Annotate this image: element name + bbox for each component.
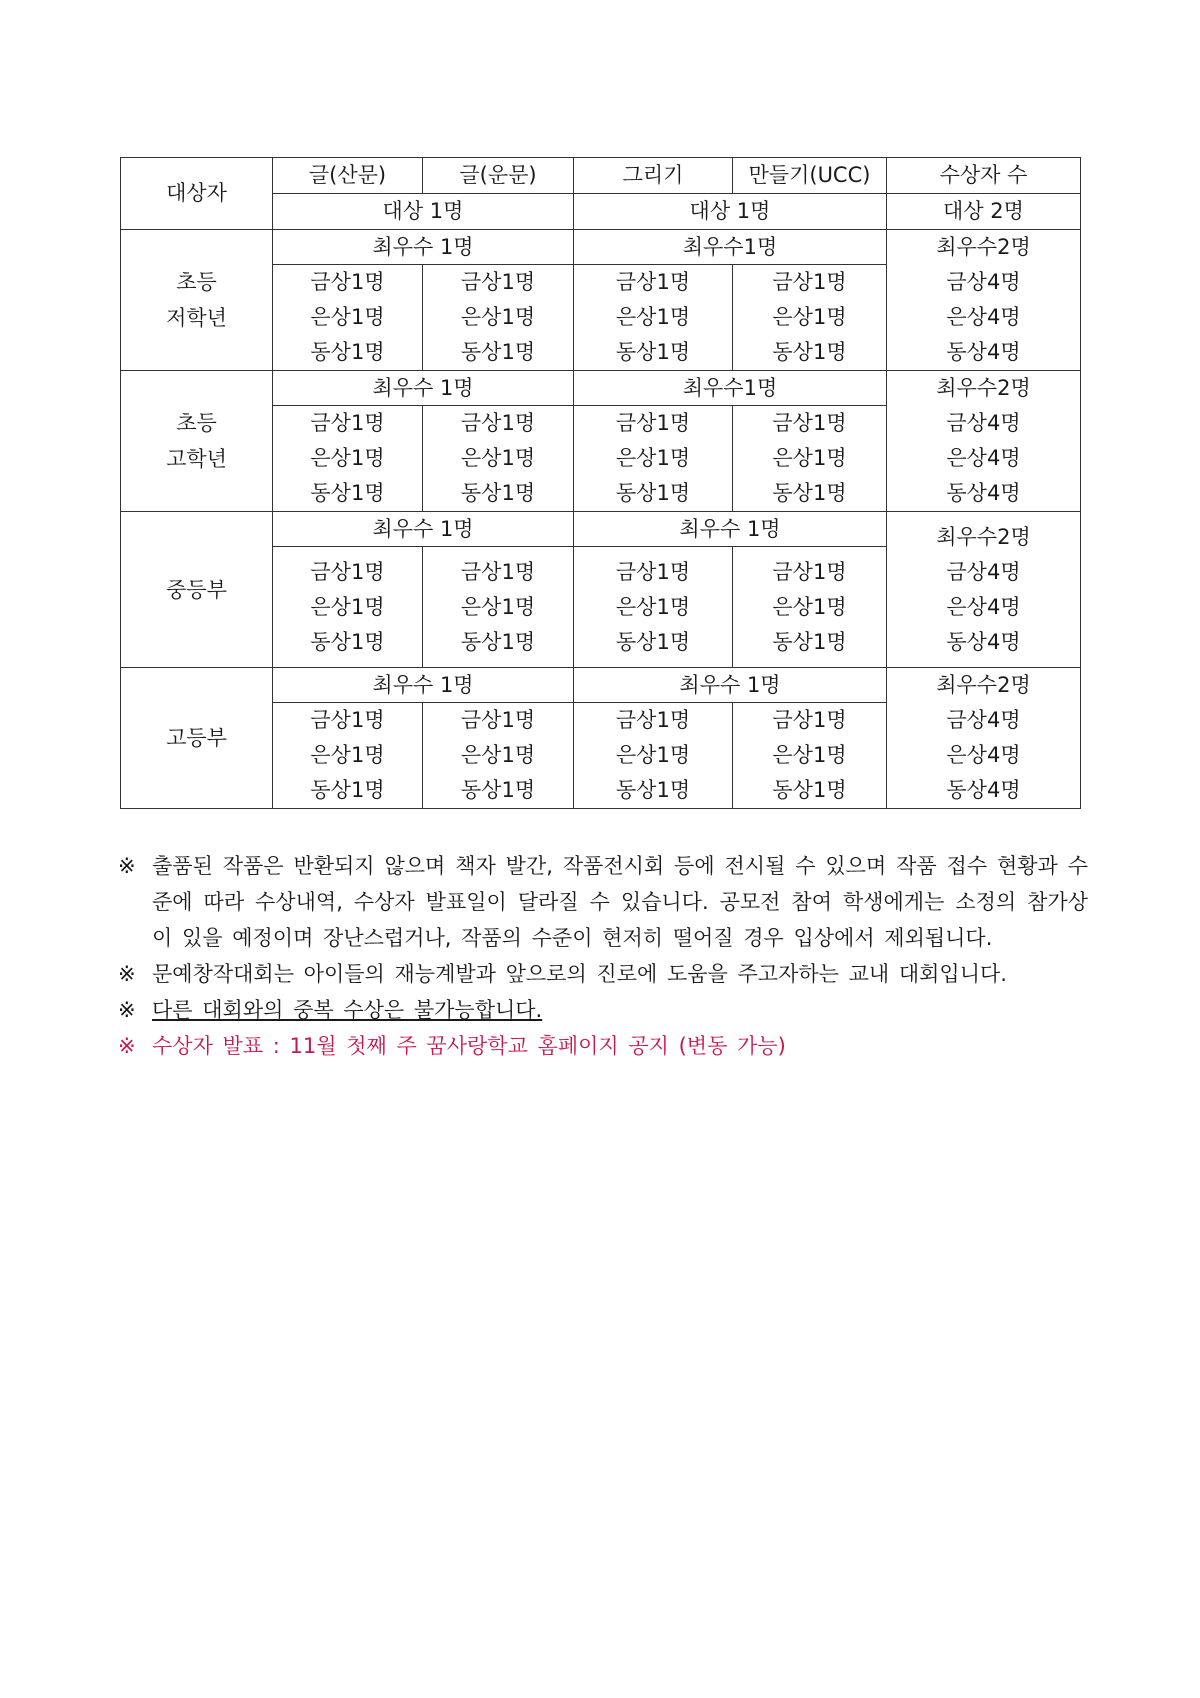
award-cell <box>574 265 733 371</box>
award-line: 금상1명 <box>310 708 385 732</box>
award-line: 동상1명 <box>615 481 691 505</box>
underlined-text: 다른 대회와의 중복 수상은 불가능합니다. <box>152 998 543 1022</box>
award-line: 은상1명 <box>615 743 691 767</box>
award-line: 동상1명 <box>772 778 847 802</box>
winner-count-line: 금상4명 <box>946 708 1021 732</box>
writing-top-award: 최우수 1명 <box>273 230 574 265</box>
award-line: 금상1명 <box>615 559 691 584</box>
note-item <box>118 992 1088 1028</box>
award-line: 동상1명 <box>460 778 536 802</box>
award-line: 동상1명 <box>460 340 536 364</box>
award-line: 은상1명 <box>615 594 691 619</box>
award-line: 금상1명 <box>615 270 691 294</box>
winner-count-line: 동상4명 <box>946 629 1021 654</box>
award-line: 동상1명 <box>772 340 847 364</box>
award-line: 금상1명 <box>310 270 385 294</box>
winner-count-line: 최우수2명 <box>936 376 1031 400</box>
reference-mark: ※ <box>118 854 136 878</box>
grand-prize-writing: 대상 1명 <box>273 194 574 230</box>
column-header: 수상자 수 <box>887 158 1081 194</box>
group-name <box>121 512 273 668</box>
award-line: 은상1명 <box>460 743 536 767</box>
winner-count-line: 은상4명 <box>946 743 1021 767</box>
group-name-line: 고학년 <box>166 447 227 471</box>
award-line: 금상1명 <box>460 411 536 435</box>
award-cell <box>273 406 423 512</box>
award-line: 동상1명 <box>460 481 536 505</box>
grand-prize-total: 대상 2명 <box>887 194 1081 230</box>
winner-count-line: 최우수2명 <box>936 524 1031 549</box>
award-cell <box>423 547 574 668</box>
award-line: 은상1명 <box>310 594 385 619</box>
winner-count-line: 동상4명 <box>946 481 1021 505</box>
award-cell <box>423 265 574 371</box>
writing-top-award: 최우수 1명 <box>273 668 574 703</box>
winner-count-line: 최우수2명 <box>936 673 1031 697</box>
award-cell <box>273 703 423 809</box>
group-name <box>121 668 273 809</box>
award-line: 동상1명 <box>772 481 847 505</box>
award-line: 금상1명 <box>772 559 847 584</box>
group-top-row <box>121 371 1081 406</box>
award-line: 은상1명 <box>772 594 847 619</box>
winner-count <box>887 371 1081 512</box>
award-line: 금상1명 <box>772 270 847 294</box>
writing-top-award: 최우수 1명 <box>273 371 574 406</box>
award-line: 금상1명 <box>772 708 847 732</box>
award-cell <box>733 265 887 371</box>
art-top-award: 최우수 1명 <box>574 668 887 703</box>
award-line: 금상1명 <box>460 559 536 584</box>
group-name <box>121 230 273 371</box>
target-header: 대상자 <box>121 158 273 230</box>
award-line: 동상1명 <box>310 629 385 654</box>
award-line: 동상1명 <box>310 340 385 364</box>
column-header: 글(운문) <box>423 158 574 194</box>
award-line: 동상1명 <box>615 629 691 654</box>
writing-top-award: 최우수 1명 <box>273 512 574 547</box>
notes-section <box>118 848 1088 1064</box>
winner-count-line: 금상4명 <box>946 270 1021 294</box>
winner-count <box>887 512 1081 668</box>
award-cell <box>574 547 733 668</box>
award-line: 동상1명 <box>310 481 385 505</box>
award-cell <box>733 547 887 668</box>
art-top-award: 최우수1명 <box>574 371 887 406</box>
award-cell <box>423 703 574 809</box>
group-top-row <box>121 230 1081 265</box>
column-header: 그리기 <box>574 158 733 194</box>
winner-count <box>887 230 1081 371</box>
grand-prize-art: 대상 1명 <box>574 194 887 230</box>
award-line: 금상1명 <box>460 708 536 732</box>
note-text: 출품된 작품은 반환되지 않으며 책자 발간, 작품전시회 등에 전시될 수 있으며 작품 접수 현황과 수준에 따라 수상내역, 수상자 발표일이 달라질 수 있습니다. 공모전 참여 학생에게는 소정의 참가상이 있을 예정이며 장난스럽거나, 작품의 수준이 현저히 떨어질 경우 입상에서 제외됩니다. <box>152 854 1088 950</box>
reference-mark: ※ <box>118 962 136 986</box>
winner-count-line: 금상4명 <box>946 559 1021 584</box>
note-item <box>118 848 1088 956</box>
award-line: 은상1명 <box>772 305 847 329</box>
award-line: 은상1명 <box>310 743 385 767</box>
award-cell <box>733 406 887 512</box>
winner-count <box>887 668 1081 809</box>
group-name-line: 초등 <box>176 270 217 294</box>
award-line: 동상1명 <box>772 629 847 654</box>
winner-count-line: 최우수2명 <box>936 235 1031 259</box>
award-line: 금상1명 <box>460 270 536 294</box>
award-line: 동상1명 <box>460 629 536 654</box>
award-cell <box>273 265 423 371</box>
award-line: 동상1명 <box>615 340 691 364</box>
award-line: 동상1명 <box>615 778 691 802</box>
award-line: 은상1명 <box>460 305 536 329</box>
award-line: 금상1명 <box>310 411 385 435</box>
group-top-row <box>121 668 1081 703</box>
header-row <box>121 158 1081 194</box>
award-line: 은상1명 <box>615 446 691 470</box>
award-cell <box>574 703 733 809</box>
award-line: 은상1명 <box>460 446 536 470</box>
column-header: 만들기(UCC) <box>733 158 887 194</box>
group-name-line: 저학년 <box>166 306 227 330</box>
award-line: 은상1명 <box>615 305 691 329</box>
award-line: 은상1명 <box>310 446 385 470</box>
group-name-line: 중등부 <box>166 577 227 602</box>
group-name <box>121 371 273 512</box>
art-top-award: 최우수1명 <box>574 230 887 265</box>
reference-mark: ※ <box>118 1034 136 1058</box>
winner-count-line: 은상4명 <box>946 446 1021 470</box>
winner-count-line: 은상4명 <box>946 305 1021 329</box>
note-text: 문예창작대회는 아이들의 재능계발과 앞으로의 진로에 도움을 주고자하는 교내 대회입니다. <box>152 962 1007 986</box>
column-header: 글(산문) <box>273 158 423 194</box>
award-cell <box>273 547 423 668</box>
award-line: 금상1명 <box>772 411 847 435</box>
award-cell <box>574 406 733 512</box>
award-line: 은상1명 <box>460 594 536 619</box>
winner-count-line: 금상4명 <box>946 411 1021 435</box>
award-line: 금상1명 <box>615 708 691 732</box>
group-top-row <box>121 512 1081 547</box>
group-name-line: 초등 <box>176 411 217 435</box>
award-line: 동상1명 <box>310 778 385 802</box>
award-line: 은상1명 <box>772 743 847 767</box>
award-cell <box>733 703 887 809</box>
winner-count-line: 동상4명 <box>946 778 1021 802</box>
note-item-announcement <box>118 1028 1088 1064</box>
reference-mark: ※ <box>118 998 136 1022</box>
group-name-line: 고등부 <box>166 726 227 750</box>
award-line: 금상1명 <box>310 559 385 584</box>
winner-count-line: 은상4명 <box>946 594 1021 619</box>
announcement-text: 수상자 발표 : 11월 첫째 주 꿈사랑학교 홈페이지 공지 (변동 가능) <box>152 1034 786 1058</box>
award-cell <box>423 406 574 512</box>
winner-count-line: 동상4명 <box>946 340 1021 364</box>
note-item <box>118 956 1088 992</box>
award-line: 은상1명 <box>772 446 847 470</box>
art-top-award: 최우수 1명 <box>574 512 887 547</box>
award-line: 은상1명 <box>310 305 385 329</box>
note-text-underlined <box>152 992 1088 1028</box>
award-table <box>120 157 1081 809</box>
award-line: 금상1명 <box>615 411 691 435</box>
